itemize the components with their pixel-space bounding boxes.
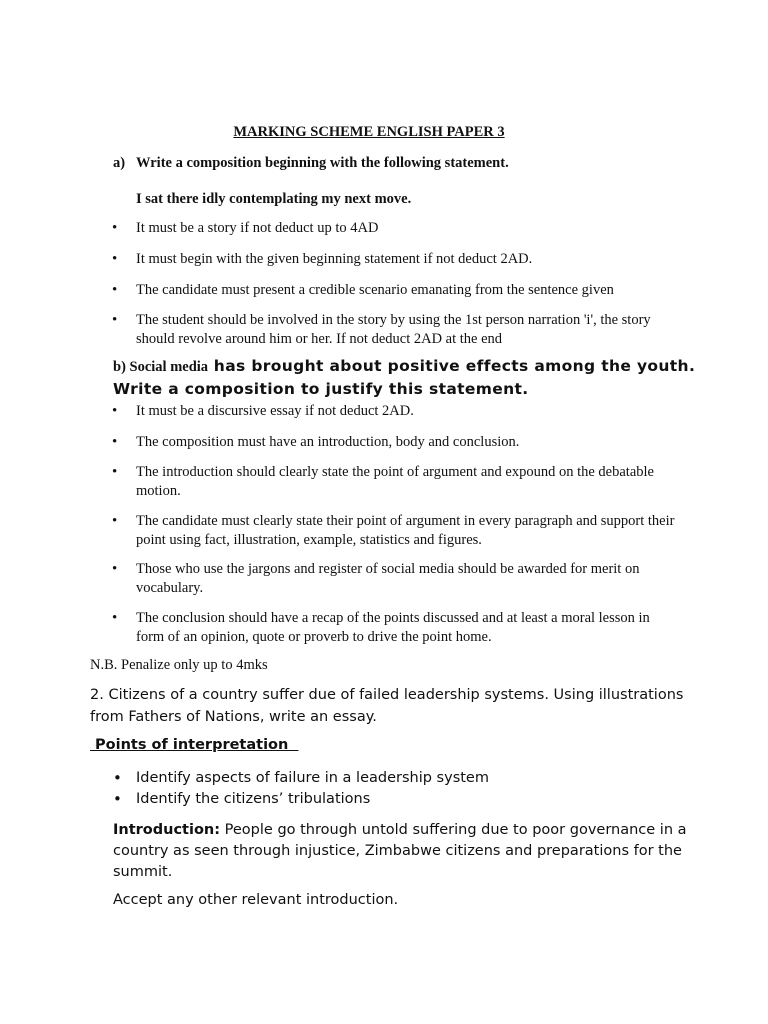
list-item: • It must be a story if not deduct up to 4AD: [136, 219, 681, 238]
introduction-label: Introduction:: [113, 822, 221, 838]
nb-note: N.B. Penalize only up to 4mks: [90, 657, 268, 673]
introduction-paragraph: [113, 820, 688, 883]
question-b-text-line2: Write a composition to justify this statement.: [113, 380, 529, 398]
question-a-text: Write a composition beginning with the following statement.: [136, 155, 509, 171]
list-item: • The candidate must clearly state their point of argument in every paragraph and support their point using fact, illustration, example, statistics and figures.: [136, 512, 681, 549]
question-b-prefix: b) Social media: [113, 359, 209, 375]
question-b-heading: [113, 357, 695, 376]
question-a-label: a): [113, 155, 126, 171]
list-item: • The candidate must present a credible scenario emanating from the sentence given: [136, 281, 681, 300]
list-item: • Identify aspects of failure in a leadership system: [136, 768, 489, 788]
question-b-text: has brought about positive effects among the youth.: [208, 357, 696, 375]
list-item: • The conclusion should have a recap of the points discussed and at least a moral lesson in form of an opinion, quote or proverb to drive the point home.: [136, 609, 681, 646]
list-item: • Identify the citizens’ tribulations: [136, 789, 370, 809]
points-heading: Points of interpretation: [90, 737, 299, 753]
list-item: • The composition must have an introduction, body and conclusion.: [136, 433, 681, 452]
accept-note: Accept any other relevant introduction.: [113, 892, 399, 908]
list-item: • The student should be involved in the story by using the 1st person narration 'i', the story should revolve around him or her. If not deduct 2AD at the end: [136, 311, 681, 348]
introduction-text: People go through untold suffering due to poor governance in a country as seen through injustice, Zimbabwe citizens and preparations for the summit.: [113, 822, 687, 880]
list-item: • Those who use the jargons and register of social media should be awarded for merit on vocabulary.: [136, 560, 681, 597]
list-item: • The introduction should clearly state the point of argument and expound on the debatable motion.: [136, 463, 681, 500]
list-item: • It must begin with the given beginning statement if not deduct 2AD.: [136, 250, 681, 269]
list-item: • It must be a discursive essay if not deduct 2AD.: [136, 402, 681, 421]
page-title: MARKING SCHEME ENGLISH PAPER 3: [233, 124, 505, 140]
question-2-text: 2. Citizens of a country suffer due of failed leadership systems. Using illustrations from Fathers of Nations, write an essay.: [90, 687, 684, 725]
question-a-statement: I sat there idly contemplating my next move.: [136, 191, 412, 207]
